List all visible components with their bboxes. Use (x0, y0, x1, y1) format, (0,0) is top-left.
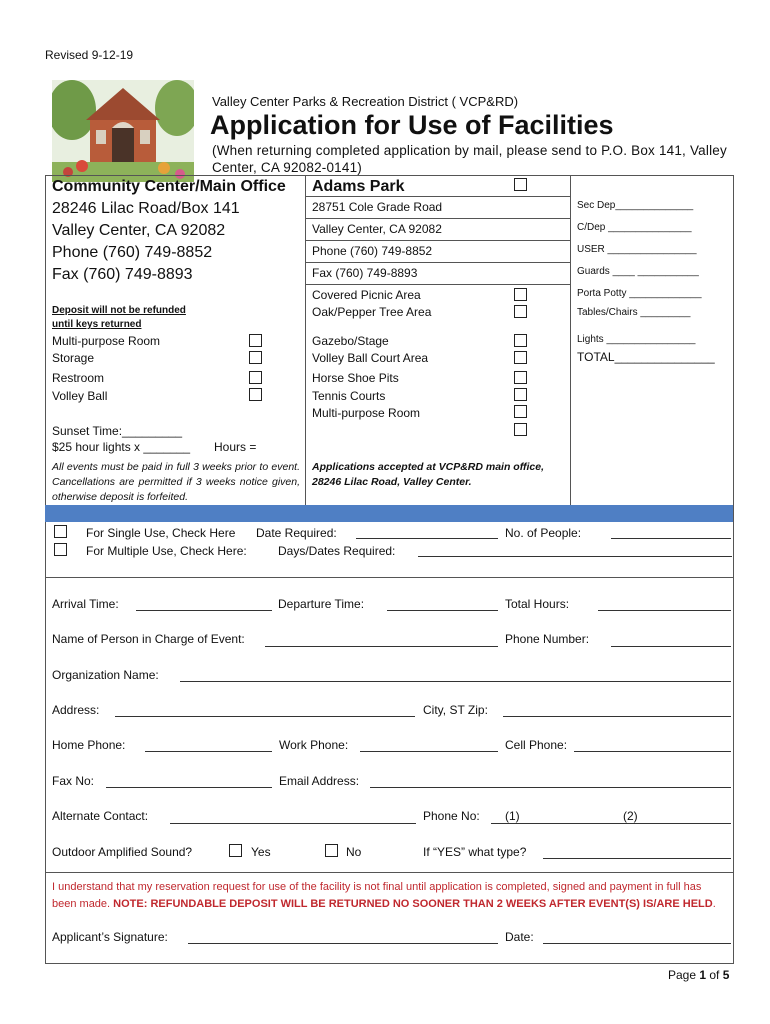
date-label: Date: (505, 930, 534, 944)
park-address-2: Valley Center, CA 92082 (312, 222, 442, 236)
park-address-1: 28751 Cole Grade Road (312, 200, 443, 214)
office-heading: Community Center/Main Office (52, 178, 286, 195)
city-field[interactable] (503, 716, 731, 717)
email-label: Email Address: (279, 774, 360, 788)
city-label: City, ST Zip: (423, 703, 488, 717)
sound-yes-label: Yes (251, 845, 271, 859)
fax-field[interactable] (106, 787, 272, 788)
date-required-label: Date Required: (256, 526, 337, 540)
room-volleyball: Volley Ball (52, 389, 108, 403)
section-band (45, 505, 733, 522)
work-phone-field[interactable] (360, 751, 498, 752)
checkbox-multiple-use[interactable] (54, 543, 67, 556)
phone-number-field[interactable] (611, 646, 731, 647)
person-field[interactable] (265, 646, 498, 647)
alternate-phone-field[interactable] (491, 823, 731, 824)
sunset-time: Sunset Time:_________ (52, 424, 183, 438)
area-oak-pepper: Oak/Pepper Tree Area (312, 305, 432, 319)
email-field[interactable] (370, 787, 731, 788)
park-heading: Adams Park (312, 178, 405, 195)
checkbox-gazebo[interactable] (514, 334, 527, 347)
alternate-field[interactable] (170, 823, 416, 824)
revised-date: Revised 9-12-19 (45, 48, 134, 62)
days-required-label: Days/Dates Required: (278, 544, 396, 558)
cell-phone-field[interactable] (574, 751, 731, 752)
fee-total: TOTAL_______________ (577, 350, 715, 364)
organization-label: Organization Name: (52, 668, 159, 682)
phone-2-label: (2) (623, 809, 638, 823)
checkbox-sound-no[interactable] (325, 844, 338, 857)
area-covered-picnic: Covered Picnic Area (312, 288, 421, 302)
sound-type-field[interactable] (543, 858, 731, 859)
area-tennis: Tennis Courts (312, 389, 386, 403)
office-phone: Phone (760) 749-8852 (52, 244, 213, 261)
fee-porta-potty: Porta Potty _____________ (577, 288, 702, 299)
page-current: 1 (699, 968, 707, 982)
agreement-period: . (712, 898, 716, 910)
sound-label: Outdoor Amplified Sound? (52, 845, 193, 859)
departure-field[interactable] (387, 610, 498, 611)
alternate-label: Alternate Contact: (52, 809, 149, 823)
people-label: No. of People: (505, 526, 582, 540)
room-restroom: Restroom (52, 371, 105, 385)
checkbox-tennis[interactable] (514, 388, 527, 401)
agreement-note: NOTE: REFUNDABLE DEPOSIT WILL BE RETURNED NO SOONER THAN 2 WEEKS AFTER EVENT(S) IS/ARE HELD (113, 898, 713, 910)
office-fax: Fax (760) 749-8893 (52, 266, 193, 283)
days-required-field[interactable] (418, 556, 732, 557)
fee-c-dep: C/Dep _______________ (577, 222, 692, 233)
checkbox-covered-picnic[interactable] (514, 288, 527, 301)
building-illustration (52, 80, 194, 182)
person-label: Name of Person in Charge of Event: (52, 632, 245, 646)
signature-label: Applicant’s Signature: (52, 930, 168, 944)
fee-lights: Lights ________________ (577, 334, 696, 345)
checkbox-multipurpose-room[interactable] (249, 334, 262, 347)
checkbox-horse-shoe[interactable] (514, 371, 527, 384)
fee-tables-chairs: Tables/Chairs _________ (577, 307, 691, 318)
deposit-note-1: Deposit will not be refunded (52, 305, 186, 316)
address-label: Address: (52, 703, 100, 717)
office-address-2: Valley Center, CA 92082 (52, 222, 226, 239)
sound-no-label: No (346, 845, 362, 859)
page-prefix: Page (668, 968, 700, 982)
checkbox-adams-park[interactable] (514, 178, 527, 191)
cell-phone-label: Cell Phone: (505, 738, 568, 752)
deposit-note-2: until keys returned (52, 319, 142, 330)
date-required-field[interactable] (356, 538, 498, 539)
organization-field[interactable] (180, 681, 731, 682)
home-phone-field[interactable] (145, 751, 272, 752)
payment-policy: All events must be paid in full 3 weeks prior to event. Cancellations are permitted if 3 weeks notice given, otherwise deposit is forfeited. (52, 461, 300, 503)
hours-label: Hours = (214, 440, 257, 454)
total-hours-label: Total Hours: (505, 597, 570, 611)
room-multipurpose: Multi-purpose Room (52, 334, 161, 348)
area-horse-shoe: Horse Shoe Pits (312, 371, 399, 385)
room-storage: Storage (52, 351, 95, 365)
home-phone-label: Home Phone: (52, 738, 126, 752)
applications-note: Applications accepted at VCP&RD main office, 28246 Lilac Road, Valley Center. (312, 461, 545, 488)
agreement-text (52, 879, 728, 913)
phone-no-label: Phone No: (423, 809, 480, 823)
area-gazebo: Gazebo/Stage (312, 334, 389, 348)
fee-guards: Guards ____ ___________ (577, 266, 699, 277)
arrival-field[interactable] (136, 610, 272, 611)
phone-number-label: Phone Number: (505, 632, 590, 646)
total-hours-field[interactable] (598, 610, 731, 611)
phone-1-label: (1) (505, 809, 520, 823)
district-name: Valley Center Parks & Recreation District ( VCP&RD) (212, 94, 519, 109)
checkbox-sound-yes[interactable] (229, 844, 242, 857)
single-use-label: For Single Use, Check Here (86, 526, 236, 540)
mail-note: (When returning completed application by mail, please send to P.O. Box 141, Valley Center, CA 92082-0141) (212, 143, 727, 175)
address-field[interactable] (115, 716, 415, 717)
checkbox-park-extra[interactable] (514, 423, 527, 436)
fee-user: USER ________________ (577, 244, 697, 255)
page-number (668, 968, 729, 982)
work-phone-label: Work Phone: (279, 738, 349, 752)
area-volleyball-court: Volley Ball Court Area (312, 351, 429, 365)
page-of: of (706, 968, 723, 982)
multiple-use-label: For Multiple Use, Check Here: (86, 544, 247, 558)
date-field[interactable] (543, 943, 731, 944)
checkbox-park-multipurpose[interactable] (514, 405, 527, 418)
checkbox-volleyball-court[interactable] (514, 351, 527, 364)
departure-label: Departure Time: (278, 597, 365, 611)
fax-label: Fax No: (52, 774, 95, 788)
lights-fee: $25 hour lights x _______ (52, 440, 191, 454)
page-total: 5 (722, 968, 730, 982)
checkbox-single-use[interactable] (54, 525, 67, 538)
arrival-label: Arrival Time: (52, 597, 119, 611)
park-fax: Fax (760) 749-8893 (312, 266, 418, 280)
area-multipurpose: Multi-purpose Room (312, 406, 421, 420)
checkbox-volley-ball[interactable] (249, 388, 262, 401)
signature-field[interactable] (188, 943, 498, 944)
sound-type-label: If “YES” what type? (423, 845, 527, 859)
people-field[interactable] (611, 538, 731, 539)
checkbox-storage[interactable] (249, 351, 262, 364)
fee-sec-dep: Sec Dep______________ (577, 200, 694, 211)
agreement-statement: I understand that my reservation request for use of the facility is not final until application is completed, signed and payment in full has been made. (52, 881, 702, 910)
checkbox-oak-pepper[interactable] (514, 305, 527, 318)
office-address-1: 28246 Lilac Road/Box 141 (52, 200, 240, 217)
checkbox-restroom[interactable] (249, 371, 262, 384)
park-phone: Phone (760) 749-8852 (312, 244, 433, 258)
page-title: Application for Use of Facilities (210, 110, 614, 140)
